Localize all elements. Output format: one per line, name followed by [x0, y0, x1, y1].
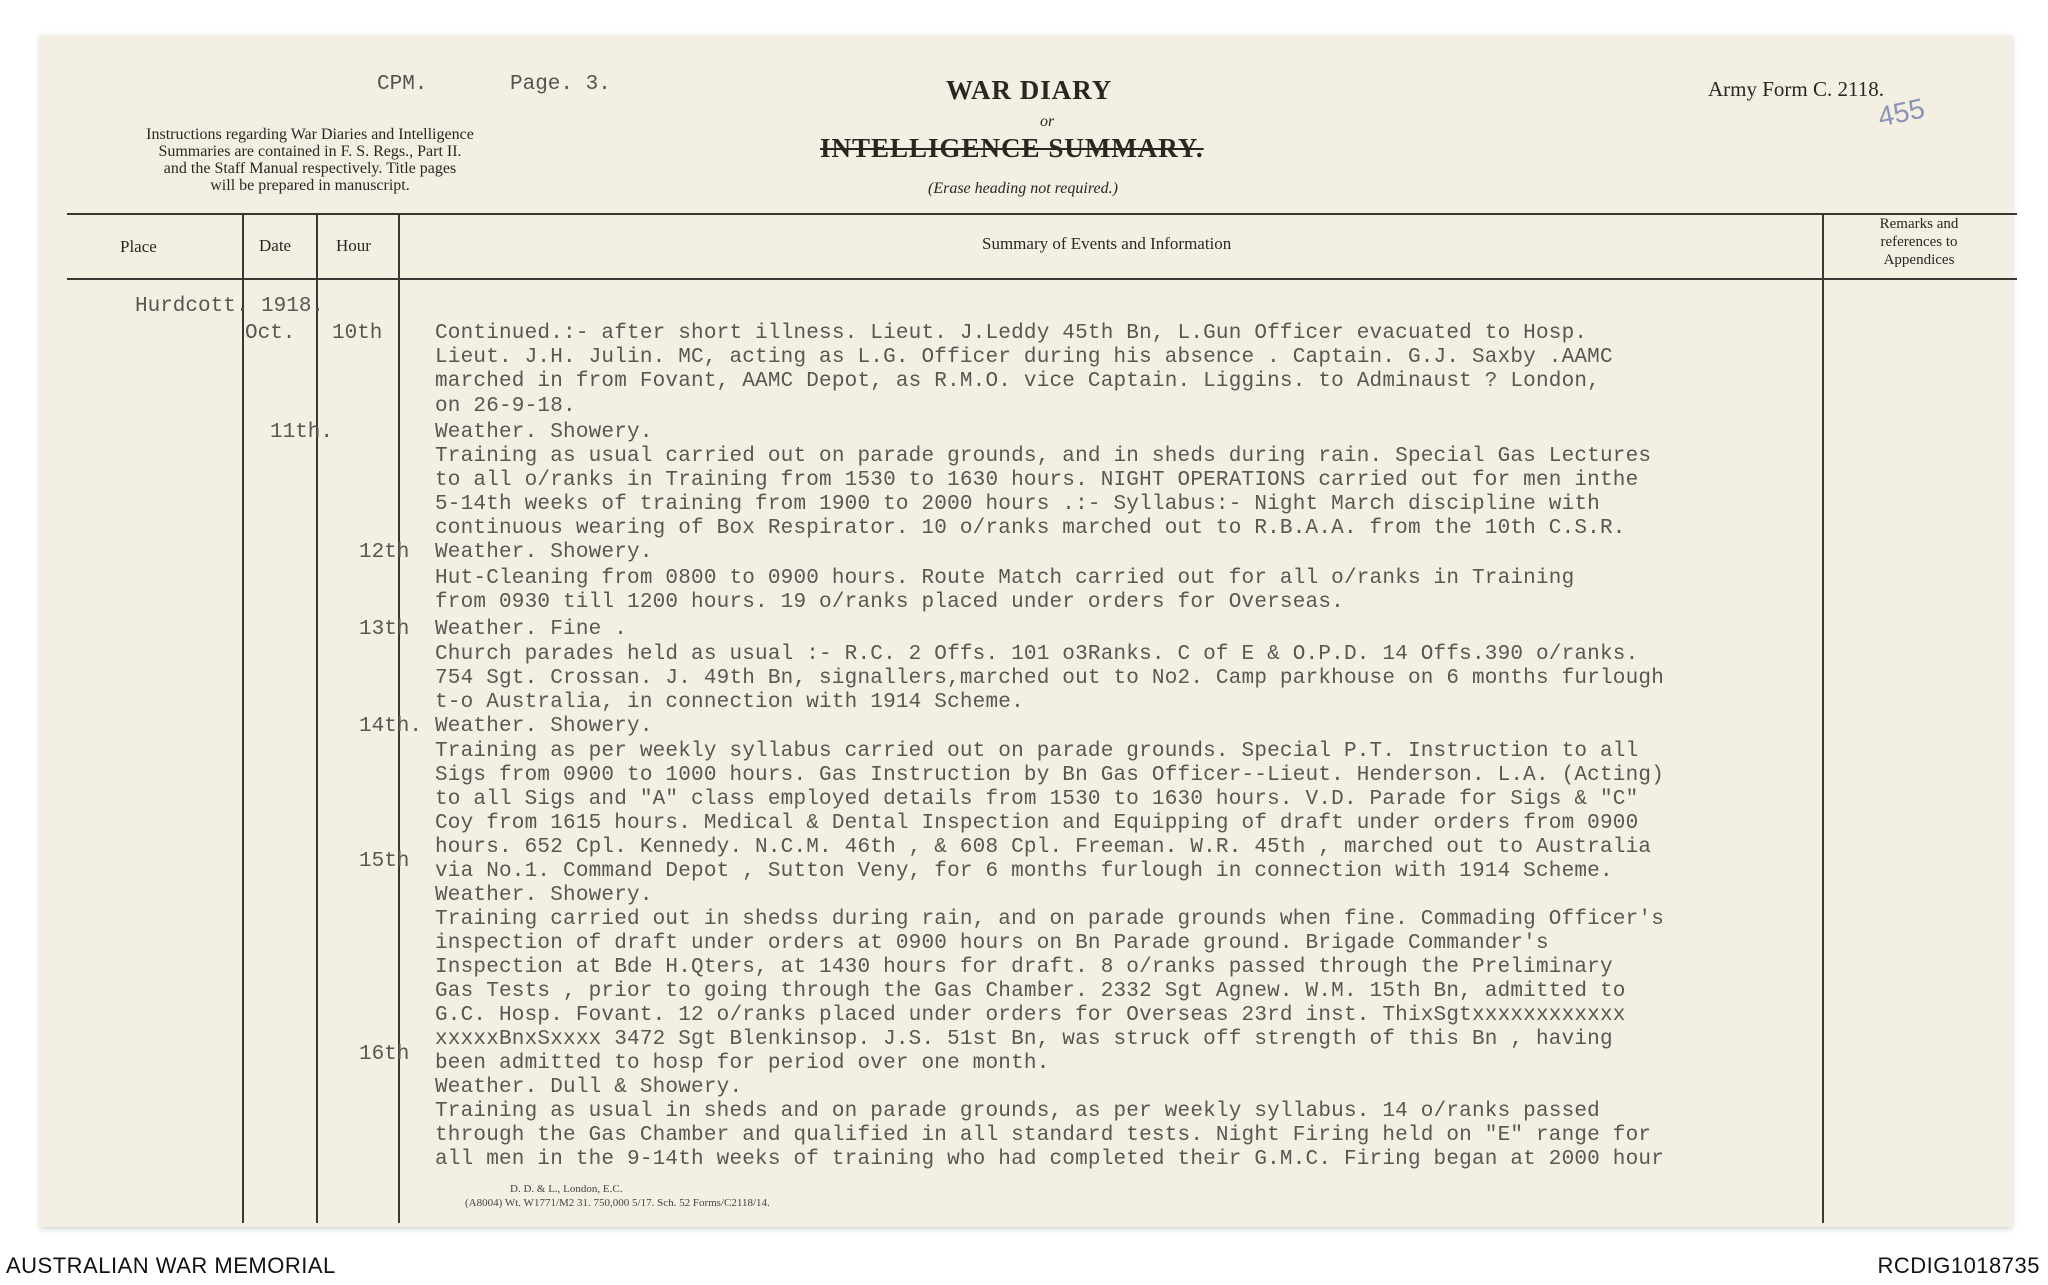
diary-line: Sigs from 0900 to 1000 hours. Gas Instruction by Bn Gas Officer--Lieut. Henderson. L.A. (Acting) — [435, 764, 1664, 787]
date-11th: 11th. — [270, 421, 334, 444]
diary-line: t-o Australia, in connection with 1914 Scheme. — [435, 691, 1024, 714]
diary-line: Continued.:- after short illness. Lieut. J.Leddy 45th Bn, L.Gun Officer evacuated to Hosp. — [435, 322, 1588, 345]
diary-line: been admitted to hosp for period over one month. — [435, 1052, 1050, 1075]
instructions-line: will be prepared in manuscript. — [210, 177, 410, 194]
diary-line: through the Gas Chamber and qualified in all standard tests. Night Firing held on "E" range for — [435, 1124, 1652, 1147]
page-number: Page. 3. — [510, 73, 611, 96]
column-divider-place — [242, 213, 244, 1223]
page-subtitle: INTELLIGENCE SUMMARY. — [820, 133, 1204, 163]
diary-line: Gas Tests , prior to going through the Gas Chamber. 2332 Sgt Agnew. W.M. 15th Bn, admitted to — [435, 980, 1626, 1003]
diary-line: inspection of draft under orders at 0900 hours on Bn Parade ground. Brigade Commander's — [435, 932, 1549, 955]
diary-line: G.C. Hosp. Fovant. 12 o/ranks placed under orders for Overseas 23rd inst. ThixSgtxxxxxxxxxxxx — [435, 1004, 1626, 1027]
diary-line: Weather. Fine . — [435, 618, 628, 641]
diary-line: 754 Sgt. Crossan. J. 49th Bn, signallers,marched out to No2. Camp parkhouse on 6 months furlough — [435, 667, 1664, 690]
diary-line: to all o/ranks in Training from 1530 to 1630 hours. NIGHT OPERATIONS carried out for men inthe — [435, 469, 1639, 492]
diary-line: Church parades held as usual :- R.C. 2 Offs. 101 o3Ranks. C of E & O.P.D. 14 Offs.390 o/ranks. — [435, 643, 1639, 666]
instructions-line: Instructions regarding War Diaries and Intelligence — [146, 126, 474, 143]
date-12th: 12th — [359, 541, 410, 564]
title-or: or — [1040, 113, 1055, 130]
date-13th: 13th — [359, 618, 410, 641]
remarks-header-line: references to — [1880, 234, 1958, 250]
place-date: Hurdcott. 1918. — [135, 295, 325, 318]
instructions-line: and the Staff Manual respectively. Title pages — [163, 160, 457, 177]
column-header-summary: Summary of Events and Information — [982, 234, 1232, 253]
diary-line: Weather. Showery. — [435, 884, 653, 907]
date-14th: 14th. — [359, 715, 423, 738]
instructions-line: Summaries are contained in F. S. Regs., Part II. — [158, 143, 462, 160]
diary-line: 5-14th weeks of training from 1900 to 2000 hours .:- Syllabus:- Night March discipline with — [435, 493, 1600, 516]
date-10th: 10th — [332, 322, 383, 345]
diary-line: Training as usual in sheds and on parade grounds, as per weekly syllabus. 14 o/ranks passed — [435, 1100, 1600, 1123]
source-credit: AUSTRALIAN WAR MEMORIAL — [6, 1253, 336, 1278]
printer-imprint-code: (A8004) Wt. W1771/M2 31. 750,000 5/17. Sch. 52 Forms/C2118/14. — [465, 1197, 770, 1209]
diary-line: Weather. Showery. — [435, 541, 653, 564]
diary-line: to all Sigs and "A" class employed details from 1530 to 1630 hours. V.D. Parade for Sigs & "C" — [435, 788, 1639, 811]
army-form-label: Army Form C. 2118. — [1708, 77, 1884, 101]
diary-line: Training as usual carried out on parade grounds, and in sheds during rain. Special Gas Lectures — [435, 445, 1652, 468]
date-oct: Oct. — [245, 322, 296, 345]
instructions-block — [130, 126, 490, 194]
diary-line: Weather. Dull & Showery. — [435, 1076, 743, 1099]
diary-line: Inspection at Bde H.Qters, at 1430 hours for draft. 8 o/ranks passed through the Preliminary — [435, 956, 1613, 979]
image-reference: RCDIG1018735 — [1877, 1253, 2040, 1278]
diary-line: continuous wearing of Box Respirator. 10 o/ranks marched out to R.B.A.A. from the 10th C.S.R. — [435, 517, 1626, 540]
date-15th: 15th — [359, 850, 410, 873]
column-divider-remarks — [1822, 213, 1824, 1223]
cpm-label: CPM. — [377, 73, 428, 96]
diary-page — [40, 35, 2012, 1227]
diary-line: all men in the 9-14th weeks of training who had completed their G.M.C. Firing began at 2000 hour — [435, 1148, 1664, 1171]
page-title: WAR DIARY — [946, 75, 1113, 105]
remarks-header-line: Remarks and — [1879, 216, 1959, 232]
erase-note: (Erase heading not required.) — [928, 180, 1118, 197]
diary-line: Training as per weekly syllabus carried out on parade grounds. Special P.T. Instruction to all — [435, 740, 1639, 763]
diary-line: Weather. Showery. — [435, 421, 653, 444]
diary-line: from 0930 till 1200 hours. 19 o/ranks placed under orders for Overseas. — [435, 591, 1344, 614]
diary-line: hours. 652 Cpl. Kennedy. N.C.M. 46th , & 608 Cpl. Freeman. W.R. 45th , marched out to Australia — [435, 836, 1652, 859]
diary-line: marched in from Fovant, AAMC Depot, as R.M.O. vice Captain. Liggins. to Adminaust ? London, — [435, 370, 1600, 393]
diary-line: Coy from 1615 hours. Medical & Dental Inspection and Equipping of draft under orders from 0900 — [435, 812, 1639, 835]
column-header-place: Place — [120, 237, 157, 256]
date-16th: 16th — [359, 1043, 410, 1066]
column-divider-date — [316, 213, 318, 1223]
diary-line: on 26-9-18. — [435, 395, 576, 418]
printer-imprint: D. D. & L., London, E.C. — [510, 1183, 623, 1195]
diary-line: Hut-Cleaning from 0800 to 0900 hours. Route Match carried out for all o/ranks in Training — [435, 567, 1575, 590]
diary-line: Lieut. J.H. Julin. MC, acting as L.G. Officer during his absence . Captain. G.J. Saxby .AAMC — [435, 346, 1613, 369]
column-header-date: Date — [259, 236, 292, 255]
page-stamp-number: 455 — [1875, 92, 1928, 133]
table-header-rule — [67, 278, 2017, 280]
column-header-remarks — [1826, 215, 2012, 269]
diary-line: via No.1. Command Depot , Sutton Veny, for 6 months furlough in connection with 1914 Scheme. — [435, 860, 1613, 883]
remarks-header-line: Appendices — [1883, 252, 1955, 268]
diary-line: xxxxxBnxSxxxx 3472 Sgt Blenkinsop. J.S. 51st Bn, was struck off strength of this Bn , having — [435, 1028, 1613, 1051]
column-header-hour: Hour — [336, 236, 371, 255]
diary-line: Training carried out in shedss during rain, and on parade grounds when fine. Commading Officer's — [435, 908, 1664, 931]
table-top-rule — [67, 213, 2017, 215]
diary-line: Weather. Showery. — [435, 715, 653, 738]
